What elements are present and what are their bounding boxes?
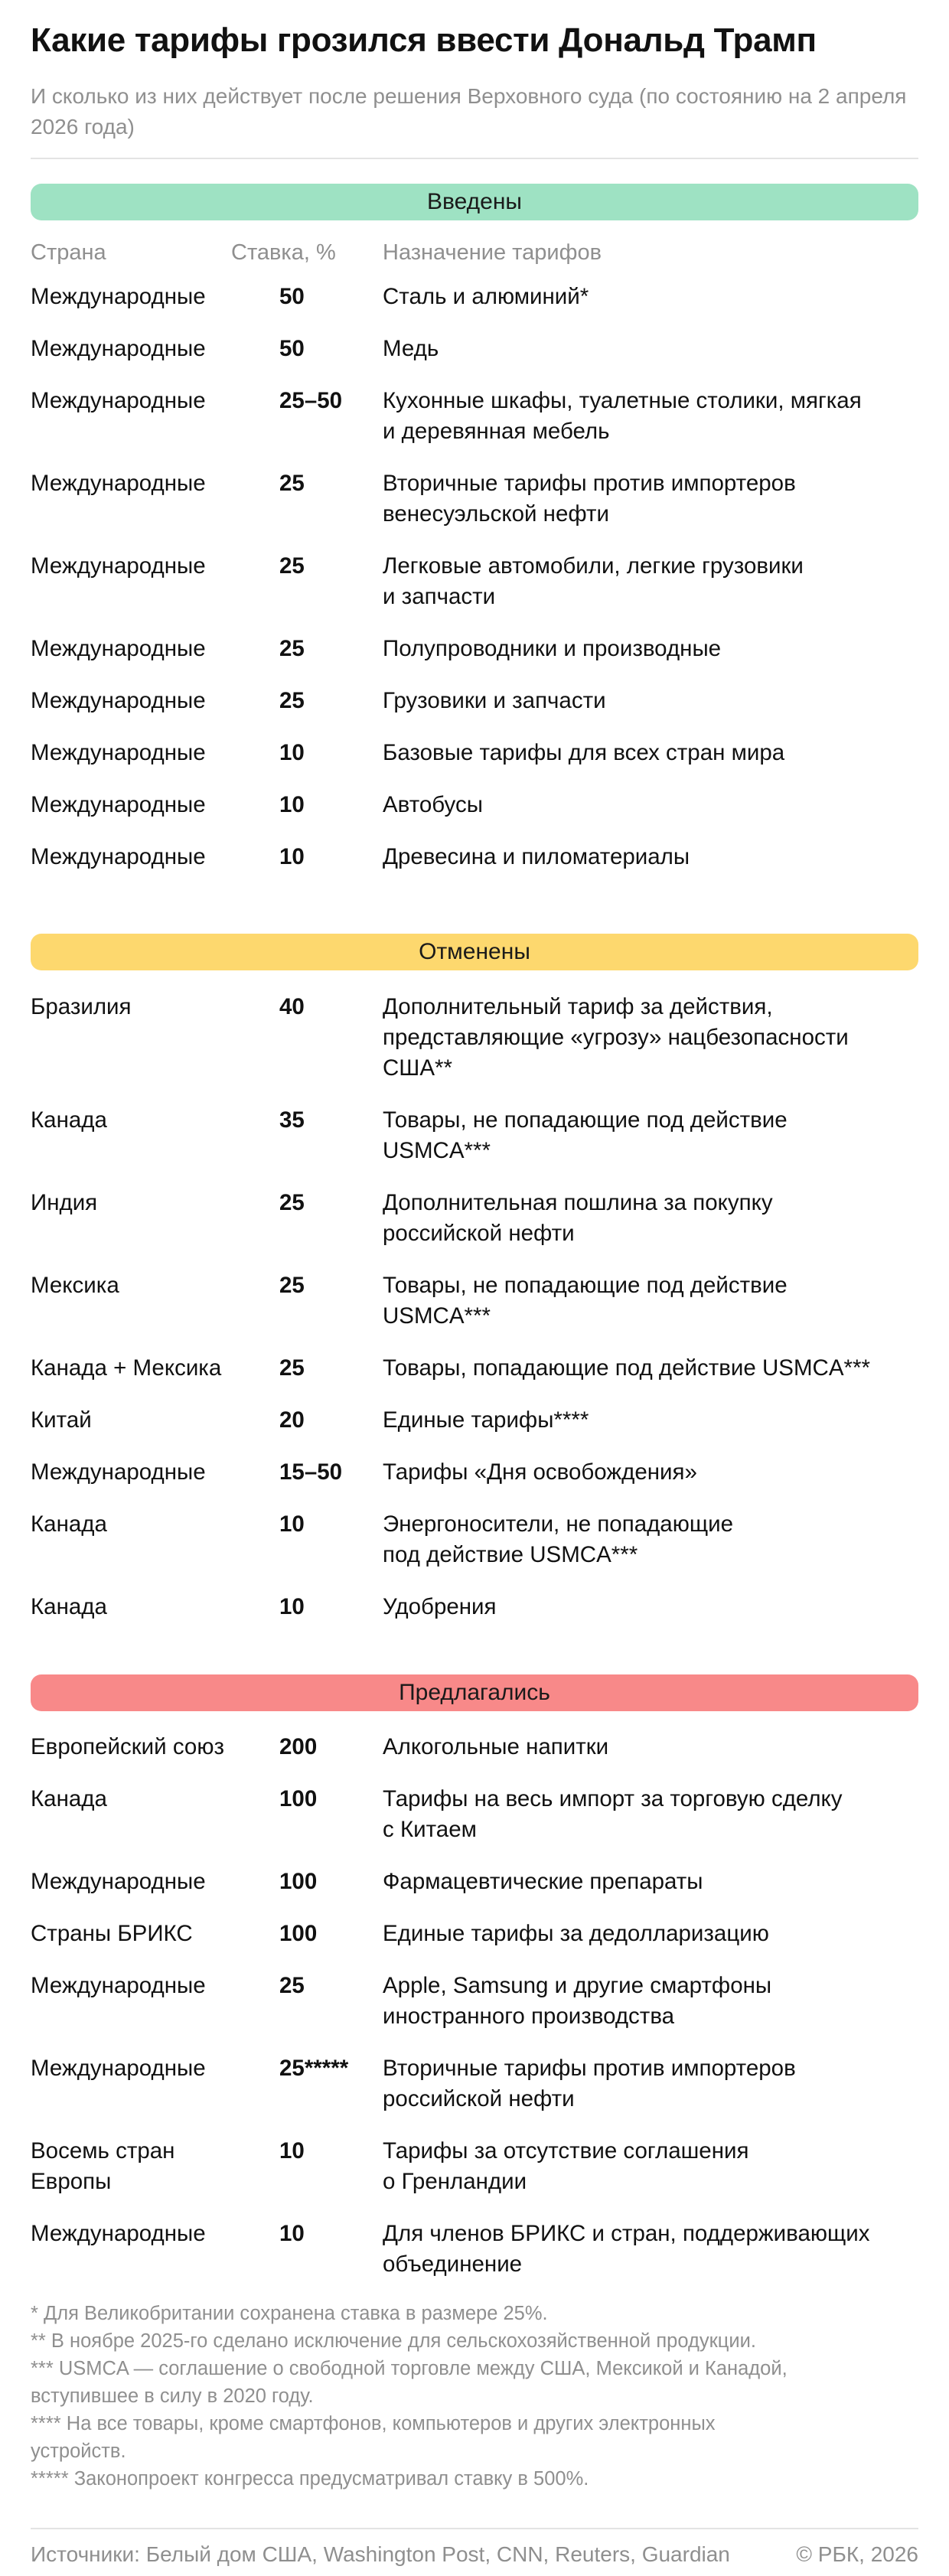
country-cell: Международные	[31, 636, 206, 661]
rate-cell: 200	[279, 1734, 318, 1759]
rate-cell: 100	[279, 1869, 318, 1894]
purpose-cell: Полупроводники и производные	[383, 636, 722, 661]
rate-cell: 50	[279, 336, 305, 361]
copyright: © РБК, 2026	[796, 2542, 918, 2566]
country-cell: Страны БРИКС	[31, 1921, 193, 1946]
purpose-cell: Древесина и пиломатериалы	[383, 844, 690, 869]
country-cell: Канада	[31, 1511, 107, 1537]
purpose-cell: Базовые тарифы для всех стран мира	[383, 740, 785, 765]
purpose-cell: Вторичные тарифы против импортеров венесуэльской нефти	[383, 471, 796, 527]
rate-cell: 25	[279, 636, 305, 661]
divider	[31, 158, 918, 159]
footnote: *** USMCA — соглашение о свободной торговле между США, Мексикой и Канадой, вступившее в силу в 2020 году.	[31, 2358, 788, 2407]
country-cell: Международные	[31, 1869, 206, 1894]
table-row	[31, 1732, 926, 1762]
table-row	[31, 738, 926, 768]
rate-cell: 10	[279, 792, 305, 817]
country-cell: Канада + Мексика	[31, 1355, 222, 1381]
table-row	[31, 2053, 926, 2115]
rate-cell: 25–50	[279, 388, 343, 413]
rate-cell: 25*****	[279, 2056, 349, 2081]
country-cell: Международные	[31, 553, 206, 579]
rate-cell: 100	[279, 1786, 318, 1811]
purpose-cell: Вторичные тарифы против импортеров российской нефти	[383, 2056, 796, 2111]
rate-cell: 10	[279, 2221, 305, 2246]
purpose-cell: Энергоносители, не попадающие под действие USMCA***	[383, 1511, 733, 1567]
rate-cell: 15–50	[279, 1459, 343, 1485]
purpose-cell: Легковые автомобили, легкие грузовики и запчасти	[383, 553, 804, 609]
footnote: **** На все товары, кроме смартфонов, компьютеров и других электронных устройств.	[31, 2413, 716, 2462]
purpose-cell: Удобрения	[383, 1594, 497, 1619]
country-cell: Международные	[31, 388, 206, 413]
purpose-cell: Грузовики и запчасти	[383, 688, 606, 713]
table-row	[31, 2219, 926, 2280]
purpose-cell: Кухонные шкафы, туалетные столики, мягкая и деревянная мебель	[383, 388, 862, 444]
country-cell: Китай	[31, 1407, 92, 1433]
table-row	[31, 2136, 926, 2197]
rate-cell: 25	[279, 1973, 305, 1998]
rate-cell: 10	[279, 844, 305, 869]
rate-cell: 100	[279, 1921, 318, 1946]
purpose-cell: Единые тарифы за дедолларизацию	[383, 1921, 769, 1946]
purpose-cell: Тарифы на весь импорт за торговую сделку с Китаем	[383, 1786, 843, 1842]
divider	[31, 2528, 918, 2529]
table-row	[31, 634, 926, 664]
table-row	[31, 386, 926, 447]
purpose-cell: Товары, попадающие под действие USMCA***	[383, 1355, 870, 1381]
column-header-rate: Ставка, %	[231, 240, 336, 265]
table-row	[31, 1457, 926, 1488]
country-cell: Канада	[31, 1107, 107, 1133]
country-cell: Международные	[31, 336, 206, 361]
rate-cell: 35	[279, 1107, 305, 1133]
country-cell: Бразилия	[31, 994, 132, 1019]
table-row	[31, 842, 926, 872]
table-row	[31, 1405, 926, 1436]
purpose-cell: Товары, не попадающие под действие USMCA***	[383, 1273, 788, 1329]
sources-credit: Источники: Белый дом США, Washington Post, CNN, Reuters, Guardian	[31, 2542, 730, 2566]
column-header-country: Страна	[31, 240, 106, 265]
table-row	[31, 1867, 926, 1897]
country-cell: Международные	[31, 471, 206, 496]
table-row	[31, 1509, 926, 1570]
page-subtitle: И сколько из них действует после решения Верховного суда (по состоянию на 2 апреля 2026 года)	[31, 84, 907, 139]
purpose-cell: Тарифы за отсутствие соглашения о Гренландии	[383, 2138, 749, 2194]
rate-cell: 25	[279, 553, 305, 579]
page-title: Какие тарифы грозился ввести Дональд Трамп	[31, 21, 817, 59]
country-cell: Канада	[31, 1594, 107, 1619]
table-row	[31, 334, 926, 364]
purpose-cell: Дополнительный тариф за действия, представляющие «угрозу» нацбезопасности США**	[383, 994, 849, 1081]
purpose-cell: Алкогольные напитки	[383, 1734, 609, 1759]
country-cell: Международные	[31, 740, 206, 765]
purpose-cell: Apple, Samsung и другие смартфоны иностранного производства	[383, 1973, 772, 2029]
rate-cell: 25	[279, 1273, 305, 1298]
table-row	[31, 992, 926, 1084]
section-band-proposed: Предлагались	[31, 1674, 918, 1711]
table-row	[31, 1105, 926, 1166]
table-row	[31, 1971, 926, 2032]
table-row	[31, 1188, 926, 1249]
rate-cell: 10	[279, 740, 305, 765]
rate-cell: 25	[279, 688, 305, 713]
table-row	[31, 790, 926, 820]
country-cell: Международные	[31, 688, 206, 713]
purpose-cell: Дополнительная пошлина за покупку российской нефти	[383, 1190, 773, 1246]
country-cell: Международные	[31, 1973, 206, 1998]
table-row	[31, 468, 926, 530]
purpose-cell: Автобусы	[383, 792, 483, 817]
country-cell: Канада	[31, 1786, 107, 1811]
purpose-cell: Единые тарифы****	[383, 1407, 589, 1433]
purpose-cell: Товары, не попадающие под действие USMCA***	[383, 1107, 788, 1163]
country-cell: Мексика	[31, 1273, 119, 1298]
rate-cell: 50	[279, 284, 305, 309]
footnote: ***** Законопроект конгресса предусматривал ставку в 500%.	[31, 2468, 589, 2490]
table-row	[31, 1270, 926, 1332]
footnotes	[31, 2300, 918, 2493]
rate-cell: 25	[279, 1190, 305, 1215]
table-row	[31, 1592, 926, 1622]
rate-cell: 40	[279, 994, 305, 1019]
country-cell: Международные	[31, 844, 206, 869]
table-row	[31, 1919, 926, 1949]
country-cell: Международные	[31, 792, 206, 817]
country-cell: Международные	[31, 284, 206, 309]
table-row	[31, 551, 926, 612]
column-header-purpose: Назначение тарифов	[383, 240, 602, 265]
country-cell: Международные	[31, 2056, 206, 2081]
purpose-cell: Фармацевтические препараты	[383, 1869, 703, 1894]
purpose-cell: Медь	[383, 336, 439, 361]
country-cell: Международные	[31, 1459, 206, 1485]
table-row	[31, 1784, 926, 1845]
table-row	[31, 1353, 926, 1384]
footnote: * Для Великобритании сохранена ставка в размере 25%.	[31, 2303, 548, 2324]
country-cell: Международные	[31, 2221, 206, 2246]
rate-cell: 25	[279, 1355, 305, 1381]
footnote: ** В ноябре 2025-го сделано исключение для сельскохозяйственной продукции.	[31, 2330, 756, 2352]
rate-cell: 10	[279, 1511, 305, 1537]
country-cell: Восемь стран Европы	[31, 2138, 175, 2194]
purpose-cell: Тарифы «Дня освобождения»	[383, 1459, 697, 1485]
table-row	[31, 282, 926, 312]
rate-cell: 10	[279, 2138, 305, 2164]
purpose-cell: Для членов БРИКС и стран, поддерживающих объединение	[383, 2221, 870, 2277]
rate-cell: 10	[279, 1594, 305, 1619]
country-cell: Европейский союз	[31, 1734, 224, 1759]
rate-cell: 20	[279, 1407, 305, 1433]
section-band-introduced: Введены	[31, 184, 918, 220]
purpose-cell: Сталь и алюминий*	[383, 284, 589, 309]
rate-cell: 25	[279, 471, 305, 496]
table-row	[31, 686, 926, 716]
section-band-cancelled: Отменены	[31, 934, 918, 970]
country-cell: Индия	[31, 1190, 98, 1215]
